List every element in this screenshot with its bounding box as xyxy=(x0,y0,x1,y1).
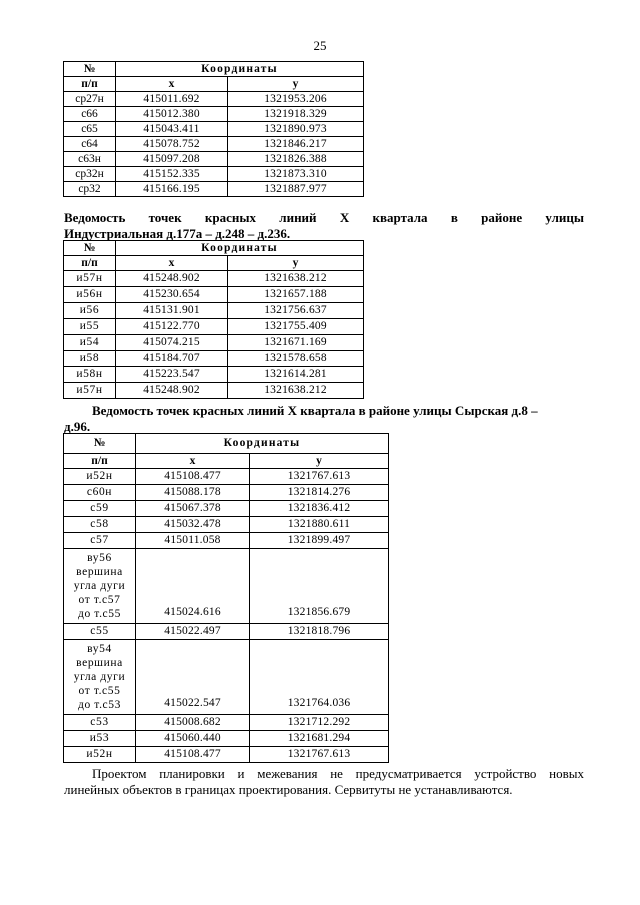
word: улицы xyxy=(545,210,584,225)
word: Проектом xyxy=(92,766,147,781)
coord-y: 1321755.409 xyxy=(228,319,364,335)
table-row xyxy=(64,747,389,763)
point-id: с55 xyxy=(64,624,136,640)
point-id: и52н xyxy=(64,469,136,485)
table-row xyxy=(64,469,389,485)
header-number-sub: п/п xyxy=(64,454,136,469)
point-id: с53 xyxy=(64,715,136,731)
header-y: у xyxy=(228,77,364,92)
table-row xyxy=(64,303,364,319)
coord-y: 1321856.679 xyxy=(250,549,389,624)
coord-y: 1321918.329 xyxy=(228,107,364,122)
table-row xyxy=(64,715,389,731)
table-row xyxy=(64,533,389,549)
coord-y: 1321890.973 xyxy=(228,122,364,137)
word: Ведомость xyxy=(64,210,126,225)
word: точек xyxy=(148,210,182,225)
word: устройство xyxy=(474,766,537,781)
coord-y: 1321836.412 xyxy=(250,501,389,517)
coord-y: 1321767.613 xyxy=(250,747,389,763)
header-x: х xyxy=(136,454,250,469)
coord-x: 415248.902 xyxy=(116,271,228,287)
point-id: с58 xyxy=(64,517,136,533)
coord-y: 1321899.497 xyxy=(250,533,389,549)
header-number-sub: п/п xyxy=(64,256,116,271)
point-id: и56 xyxy=(64,303,116,319)
coord-x: 415043.411 xyxy=(116,122,228,137)
point-id: с65 xyxy=(64,122,116,137)
table-row xyxy=(64,517,389,533)
point-id: с64 xyxy=(64,137,116,152)
header-y: у xyxy=(228,256,364,271)
coord-y: 1321578.658 xyxy=(228,351,364,367)
word: и xyxy=(237,766,245,781)
arc-label-line: до т.с55 xyxy=(78,608,121,620)
arc-label-line: от т.с55 xyxy=(78,685,121,697)
header-number: № xyxy=(64,434,136,454)
point-id: и54 xyxy=(64,335,116,351)
coord-x: 415166.195 xyxy=(116,182,228,197)
header-coordinates: Координаты xyxy=(136,434,389,454)
table-row xyxy=(64,319,364,335)
coord-y: 1321764.036 xyxy=(250,640,389,715)
coordinates-table-1 xyxy=(63,61,364,197)
header-number: № xyxy=(64,241,116,256)
header-x: х xyxy=(116,77,228,92)
point-id: и52н xyxy=(64,747,136,763)
word: линий xyxy=(279,210,317,225)
header-x: х xyxy=(116,256,228,271)
point-id: с63н xyxy=(64,152,116,167)
arc-label-line: ву56 xyxy=(87,552,112,564)
table-row xyxy=(64,167,364,182)
point-id: и58н xyxy=(64,367,116,383)
coord-y: 1321712.292 xyxy=(250,715,389,731)
point-id-arc xyxy=(64,640,136,715)
header-coordinates: Координаты xyxy=(116,62,364,77)
coord-x: 415074.215 xyxy=(116,335,228,351)
coord-y: 1321880.611 xyxy=(250,517,389,533)
coordinates-table-2 xyxy=(63,240,364,399)
word: квартала xyxy=(372,210,428,225)
coord-x: 415011.692 xyxy=(116,92,228,107)
table-row xyxy=(64,624,389,640)
table-row xyxy=(64,152,364,167)
coord-x: 415122.770 xyxy=(116,319,228,335)
coord-y: 1321657.188 xyxy=(228,287,364,303)
coord-x: 415067.378 xyxy=(136,501,250,517)
coord-y: 1321818.796 xyxy=(250,624,389,640)
arc-label-line: угла дуги xyxy=(73,580,126,592)
point-id: ср32 xyxy=(64,182,116,197)
section-heading-industrialnaya: Ведомость точек красных линий Х квартала в районе улицы Индустриальная д.177а – д.248 – д.236. xyxy=(64,210,584,241)
table-row xyxy=(64,351,364,367)
word: новых xyxy=(549,766,584,781)
point-id: и57н xyxy=(64,383,116,399)
coord-x: 415011.058 xyxy=(136,533,250,549)
coord-y: 1321826.388 xyxy=(228,152,364,167)
table-row xyxy=(64,501,389,517)
header-number-sub: п/п xyxy=(64,77,116,92)
coord-x: 415248.902 xyxy=(116,383,228,399)
point-id-arc xyxy=(64,549,136,624)
header-y: у xyxy=(250,454,389,469)
point-id: ср32н xyxy=(64,167,116,182)
point-id: и56н xyxy=(64,287,116,303)
coord-y: 1321767.613 xyxy=(250,469,389,485)
table-row xyxy=(64,367,364,383)
coord-x: 415032.478 xyxy=(136,517,250,533)
coord-y: 1321846.217 xyxy=(228,137,364,152)
arc-label-line: до т.с53 xyxy=(78,699,121,711)
point-id: ср27н xyxy=(64,92,116,107)
coord-x: 415024.616 xyxy=(136,549,250,624)
coord-x: 415088.178 xyxy=(136,485,250,501)
point-id: с66 xyxy=(64,107,116,122)
word: районе xyxy=(481,210,523,225)
page-number: 25 xyxy=(313,38,327,53)
table-row-arc-vertex xyxy=(64,549,389,624)
table-row xyxy=(64,335,364,351)
coord-x: 415108.477 xyxy=(136,469,250,485)
table-row xyxy=(64,731,389,747)
table-row xyxy=(64,107,364,122)
coord-x: 415131.901 xyxy=(116,303,228,319)
arc-label-line: вершина xyxy=(76,566,123,578)
arc-label-line: угла дуги xyxy=(73,671,126,683)
coordinates-table-3 xyxy=(63,433,389,763)
coord-x: 415060.440 xyxy=(136,731,250,747)
coord-x: 415223.547 xyxy=(116,367,228,383)
coord-x: 415008.682 xyxy=(136,715,250,731)
coord-y: 1321953.206 xyxy=(228,92,364,107)
coord-x: 415022.497 xyxy=(136,624,250,640)
word: не xyxy=(330,766,343,781)
closing-paragraph: Проектом планировки и межевания не предусматривается устройство новых линейных объектов в границах проектирования. Сервитуты не устанавливаются. xyxy=(64,766,584,797)
table-row xyxy=(64,182,364,197)
header-coordinates: Координаты xyxy=(116,241,364,256)
coord-x: 415097.208 xyxy=(116,152,228,167)
coord-x: 415078.752 xyxy=(116,137,228,152)
coord-y: 1321638.212 xyxy=(228,271,364,287)
word: красных xyxy=(204,210,256,225)
point-id: и57н xyxy=(64,271,116,287)
coord-x: 415184.707 xyxy=(116,351,228,367)
word: в xyxy=(450,210,458,225)
arc-label-line: от т.с57 xyxy=(78,594,121,606)
coord-x: 415108.477 xyxy=(136,747,250,763)
table-row xyxy=(64,287,364,303)
coord-y: 1321756.637 xyxy=(228,303,364,319)
coord-y: 1321681.294 xyxy=(250,731,389,747)
coord-x: 415012.380 xyxy=(116,107,228,122)
table-row xyxy=(64,137,364,152)
coord-x: 415022.547 xyxy=(136,640,250,715)
point-id: с59 xyxy=(64,501,136,517)
word: Х xyxy=(339,210,350,225)
table-row xyxy=(64,92,364,107)
table-row xyxy=(64,271,364,287)
point-id: с57 xyxy=(64,533,136,549)
header-number: № xyxy=(64,62,116,77)
table-row-arc-vertex xyxy=(64,640,389,715)
coord-y: 1321873.310 xyxy=(228,167,364,182)
word: предусматривается xyxy=(355,766,462,781)
coord-y: 1321614.281 xyxy=(228,367,364,383)
word: межевания xyxy=(257,766,318,781)
coord-y: 1321814.276 xyxy=(250,485,389,501)
point-id: и58 xyxy=(64,351,116,367)
arc-label-line: вершина xyxy=(76,657,123,669)
coord-x: 415230.654 xyxy=(116,287,228,303)
arc-label-line: ву54 xyxy=(87,643,112,655)
section-heading-syrskaya: Ведомость точек красных линий Х квартала в районе улицы Сырская д.8 – д.96. xyxy=(64,403,538,434)
word: планировки xyxy=(159,766,225,781)
point-id: и53 xyxy=(64,731,136,747)
table-row xyxy=(64,485,389,501)
point-id: и55 xyxy=(64,319,116,335)
coord-x: 415152.335 xyxy=(116,167,228,182)
coord-y: 1321671.169 xyxy=(228,335,364,351)
coord-y: 1321638.212 xyxy=(228,383,364,399)
table-row xyxy=(64,122,364,137)
coord-y: 1321887.977 xyxy=(228,182,364,197)
table-row xyxy=(64,383,364,399)
point-id: с60н xyxy=(64,485,136,501)
